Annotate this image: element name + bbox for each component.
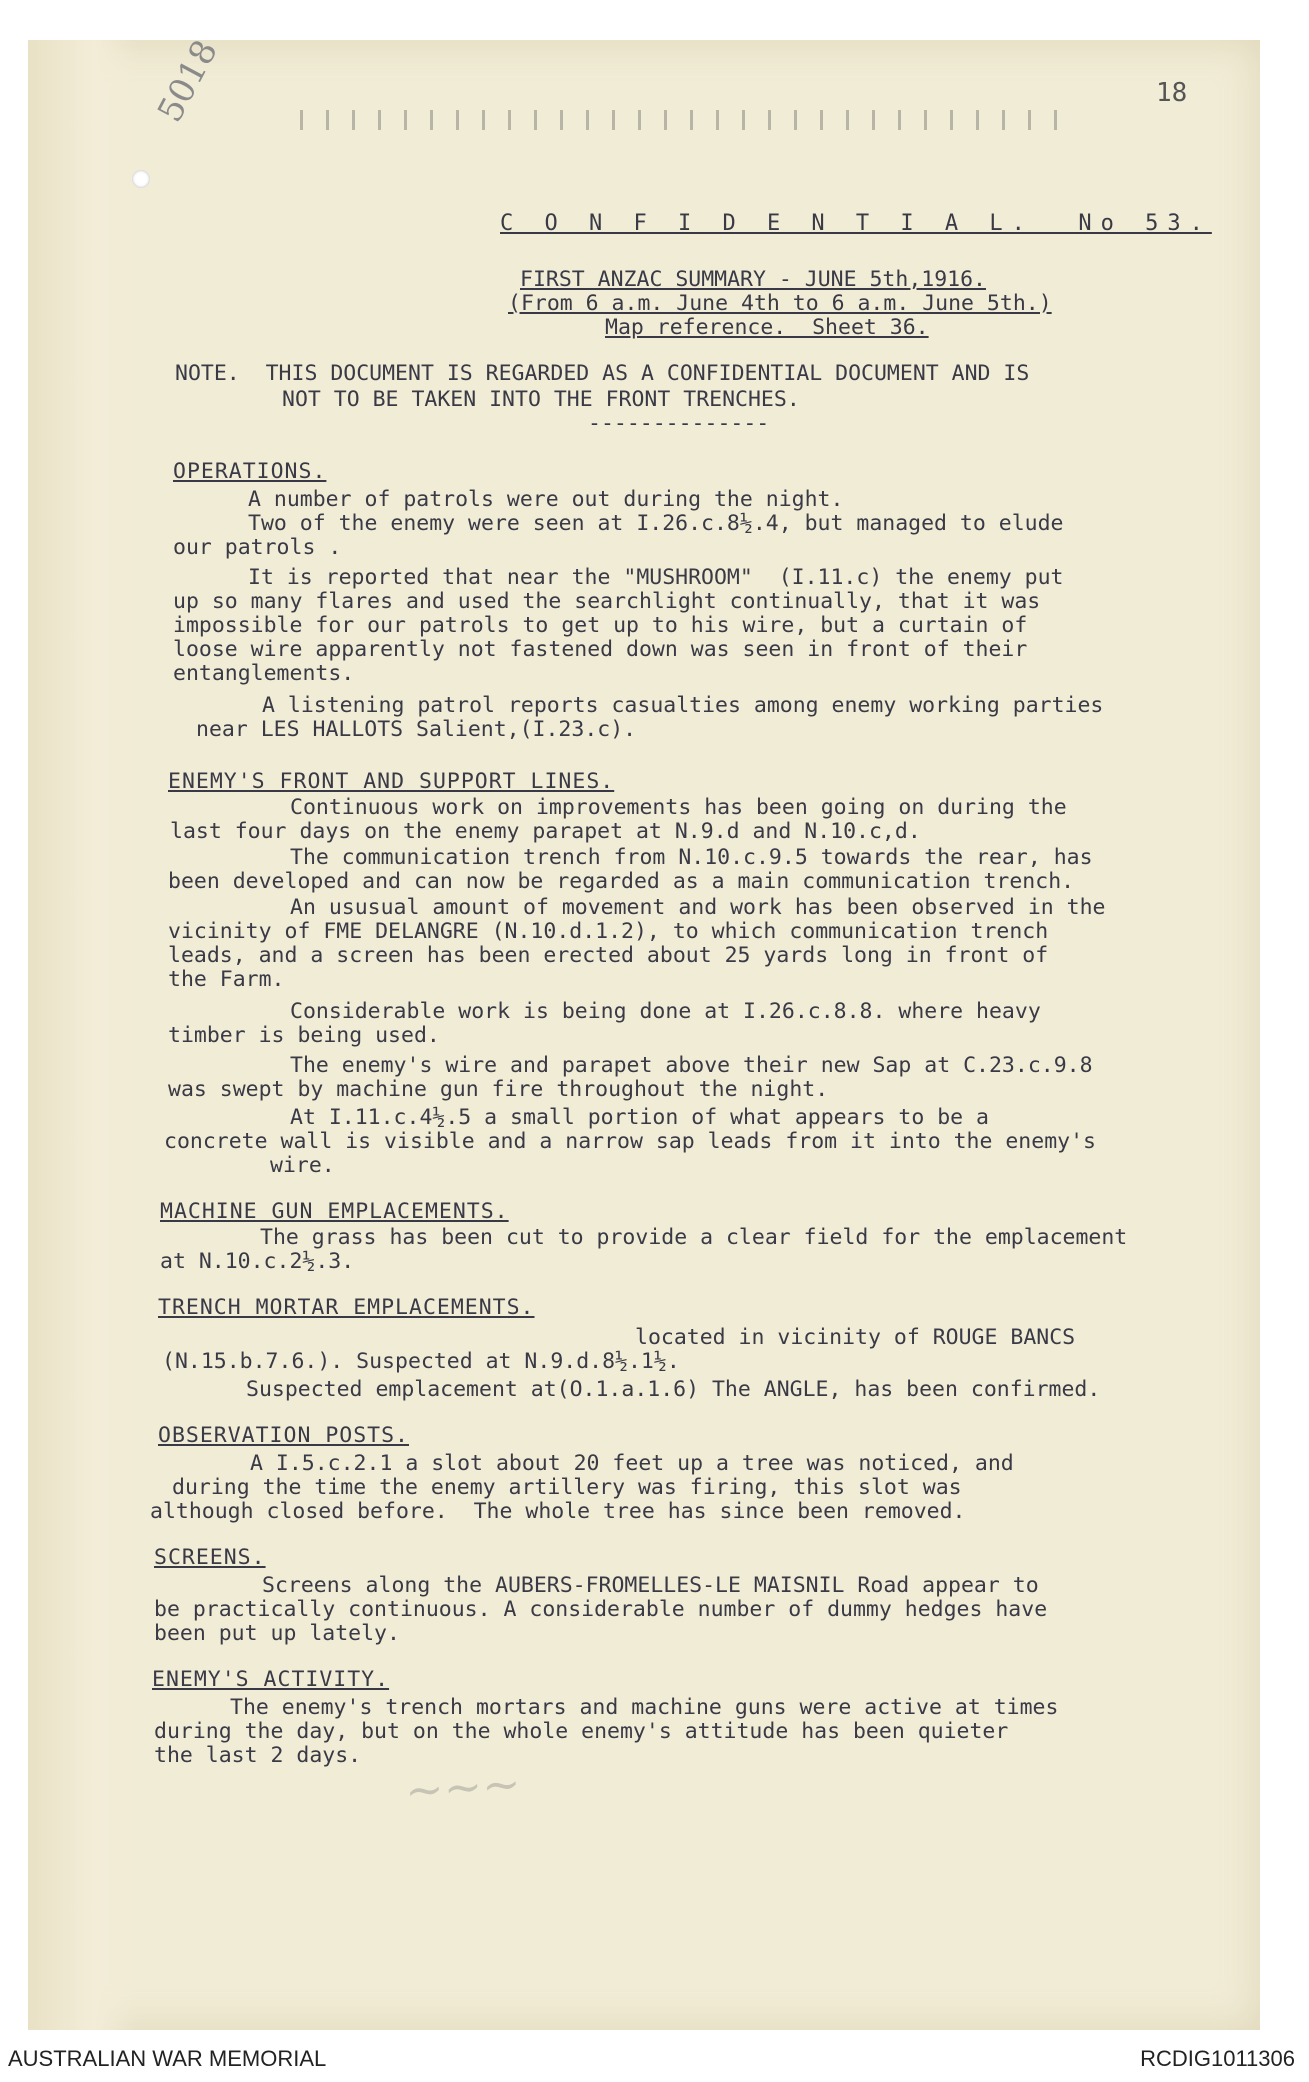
front-lines-line: been developed and can now be regarded as a main communication trench.: [168, 869, 1075, 894]
front-lines-line: vicinity of FME DELANGRE (N.10.d.1.2), to which communication trench: [168, 919, 1049, 944]
front-lines-line: Continuous work on improvements has been going on during the: [290, 795, 1067, 820]
front-lines-line: At I.11.c.4½.5 a small portion of what appears to be a: [290, 1105, 989, 1130]
front-lines-line: the Farm.: [168, 967, 285, 992]
front-lines-line: The communication trench from N.10.c.9.5 towards the rear, has: [290, 845, 1093, 870]
footer-left: AUSTRALIAN WAR MEMORIAL: [8, 2046, 327, 2071]
front-lines-line: leads, and a screen has been erected about 25 yards long in front of: [168, 943, 1049, 968]
observation-heading: OBSERVATION POSTS.: [158, 1423, 409, 1448]
front-lines-line: wire.: [270, 1153, 335, 1178]
signature-mark: ~~~: [403, 1756, 523, 1818]
operations-line: entanglements.: [173, 661, 355, 686]
observation-line: during the time the enemy artillery was firing, this slot was: [172, 1475, 962, 1500]
front-lines-line: was swept by machine gun fire throughout the night.: [168, 1077, 829, 1102]
front-lines-line: Considerable work is being done at I.26.c.8.8. where heavy: [290, 999, 1041, 1024]
activity-line: the last 2 days.: [154, 1743, 362, 1768]
operations-heading: OPERATIONS.: [173, 459, 327, 484]
punch-hole: [132, 170, 150, 188]
front-lines-line: The enemy's wire and parapet above their new Sap at C.23.c.9.8: [290, 1053, 1093, 1078]
activity-heading: ENEMY'S ACTIVITY.: [152, 1667, 390, 1692]
screens-line: been put up lately.: [154, 1621, 400, 1646]
front-lines-line: An ususual amount of movement and work has been observed in the: [290, 895, 1106, 920]
activity-line: during the day, but on the whole enemy's attitude has been quieter: [154, 1719, 1009, 1744]
screens-line: Screens along the AUBERS-FROMELLES-LE MAISNIL Road appear to: [262, 1573, 1039, 1598]
front-lines-line: last four days on the enemy parapet at N.9.d and N.10.c,d.: [170, 819, 921, 844]
machine-gun-line: at N.10.c.2½.3.: [160, 1249, 355, 1274]
perforation-marks: [300, 110, 1060, 130]
operations-line: impossible for our patrols to get up to his wire, but a curtain of: [173, 613, 1028, 638]
front-lines-heading: ENEMY'S FRONT AND SUPPORT LINES.: [168, 769, 615, 794]
page-number: 18: [1156, 78, 1188, 108]
front-lines-line: timber is being used.: [168, 1023, 440, 1048]
summary-period: (From 6 a.m. June 4th to 6 a.m. June 5th.): [508, 291, 1052, 316]
machine-gun-line: The grass has been cut to provide a clear field for the emplacement: [260, 1225, 1128, 1250]
operations-line: A listening patrol reports casualties among enemy working parties: [262, 693, 1104, 718]
front-lines-line: concrete wall is visible and a narrow sap leads from it into the enemy's: [164, 1129, 1096, 1154]
binding-edge: [28, 40, 138, 2030]
trench-mortar-heading: TRENCH MORTAR EMPLACEMENTS.: [158, 1295, 535, 1320]
operations-line: Two of the enemy were seen at I.26.c.8½.4, but managed to elude: [248, 511, 1064, 536]
screens-line: be practically continuous. A considerable number of dummy hedges have: [154, 1597, 1048, 1622]
note-rule: --------------: [588, 411, 770, 436]
operations-line: It is reported that near the "MUSHROOM" (I.11.c) the enemy put: [248, 565, 1064, 590]
machine-gun-heading: MACHINE GUN EMPLACEMENTS.: [160, 1199, 509, 1224]
margin-note: 5018: [150, 33, 226, 129]
operations-line: A number of patrols were out during the night.: [248, 487, 844, 512]
note-line-1: NOTE. THIS DOCUMENT IS REGARDED AS A CONFIDENTIAL DOCUMENT AND IS: [175, 361, 1030, 386]
summary-title: FIRST ANZAC SUMMARY - JUNE 5th,1916.: [520, 267, 986, 292]
observation-line: A I.5.c.2.1 a slot about 20 feet up a tree was noticed, and: [250, 1451, 1014, 1476]
trench-mortar-line: Suspected emplacement at(O.1.a.1.6) The ANGLE, has been confirmed.: [246, 1377, 1101, 1402]
trench-mortar-line: located in vicinity of ROUGE BANCS: [635, 1325, 1076, 1350]
activity-line: The enemy's trench mortars and machine guns were active at times: [230, 1695, 1059, 1720]
trench-mortar-line: (N.15.b.7.6.). Suspected at N.9.d.8½.1½.: [162, 1349, 680, 1374]
operations-line: up so many flares and used the searchlight continually, that it was: [173, 589, 1041, 614]
note-line-2: NOT TO BE TAKEN INTO THE FRONT TRENCHES.: [282, 387, 800, 412]
footer-right: RCDIG1011306: [1140, 2046, 1295, 2071]
confidential-title: C O N F I D E N T I A L. No 53.: [500, 211, 1212, 236]
operations-line: loose wire apparently not fastened down was seen in front of their: [173, 637, 1028, 662]
observation-line: although closed before. The whole tree has since been removed.: [150, 1499, 966, 1524]
screens-heading: SCREENS.: [154, 1545, 266, 1570]
operations-line: near LES HALLOTS Salient,(I.23.c).: [196, 717, 637, 742]
operations-line: our patrols .: [173, 535, 342, 560]
map-reference: Map reference. Sheet 36.: [605, 315, 929, 340]
